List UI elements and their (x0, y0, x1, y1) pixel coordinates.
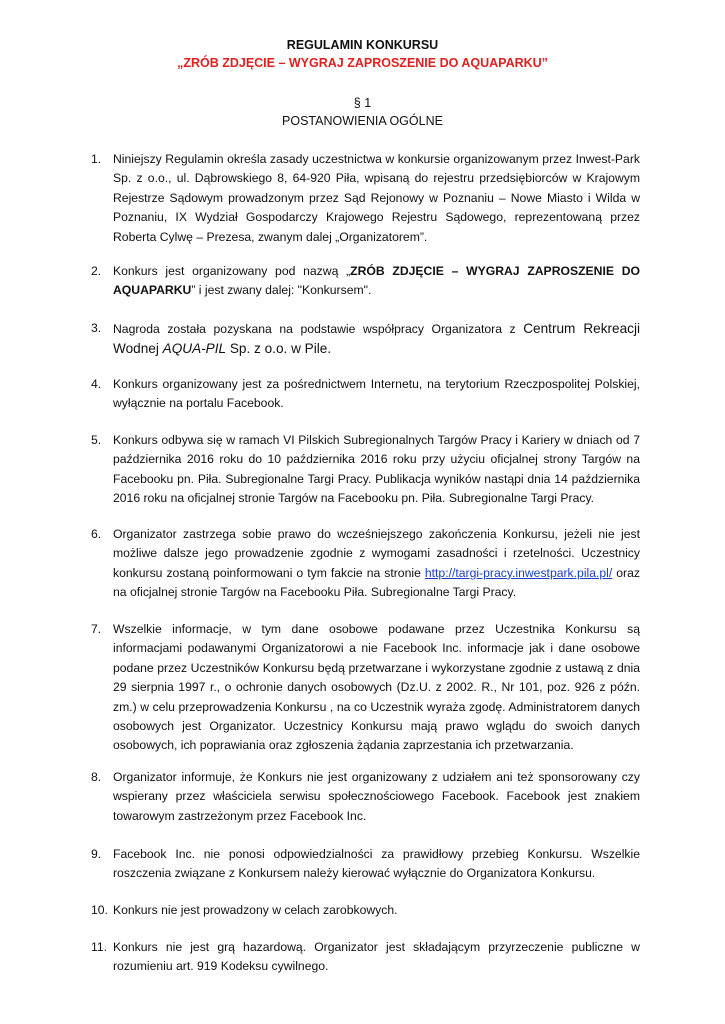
section-title: POSTANOWIENIA OGÓLNE (282, 114, 443, 128)
contest-name: „ZRÓB ZDJĘCIE – WYGRAJ ZAPROSZENIE DO AQUAPARKU” (177, 56, 548, 70)
item-text-part: oraz na oficjalnej stronie Targów na Facebooku Piła. Subregionalne Targi Pracy. (113, 565, 640, 600)
item-number: 11. (91, 940, 108, 954)
item-text (113, 525, 640, 603)
item-text-part: Nagroda została pozyskana na podstawie współpracy Organizatora z (113, 322, 524, 336)
paragraph-sign: § 1 (353, 96, 372, 110)
item-text-part: Sp. z o.o. w Pile. (226, 341, 332, 357)
item-text-part: ” i jest zwany dalej: "Konkursem". (191, 283, 372, 298)
list-item (91, 768, 640, 826)
targi-pracy-link[interactable]: http://targi-pracy.inwestpark.pila.pl/ (424, 565, 613, 580)
list-item (91, 431, 640, 509)
item-number: 2. (91, 264, 102, 278)
item-number: 1. (91, 152, 102, 166)
list-item (91, 901, 640, 920)
list-item (91, 150, 640, 247)
item-text: Konkurs nie jest prowadzony w celach zarobkowych. (113, 903, 398, 917)
item-number: 9. (91, 847, 102, 861)
item-number: 6. (91, 527, 102, 541)
list-item (91, 938, 640, 977)
item-text: Facebook Inc. nie ponosi odpowiedzialności za prawidłowy przebieg Konkursu. Wszelkie roszczenia związane z Konkursem należy kierować wyłącznie do Organizatora Konkursu. (113, 847, 640, 881)
item-text: Konkurs nie jest grą hazardową. Organizator jest składającym przyrzeczenie publiczne w rozumieniu art. 919 Kodeksu cywilnego. (113, 940, 640, 974)
item-text-part: Organizator zastrzega sobie prawo do wcześniejszego zakończenia Konkursu, jeżeli nie jest możliwe dalsze jego prowadzenie zgodnie z wymogami zasadności i rzetelności. Uczestnicy konkursu zostaną poinformowani o tym fakcie na stronie (113, 527, 640, 580)
list-item (91, 375, 640, 414)
company-name-italic: AQUA-PIL (162, 341, 227, 357)
item-text-part: Centrum Rekreacji Wodnej (113, 321, 640, 357)
item-number: 5. (91, 433, 102, 447)
item-text: Konkurs organizowany jest za pośrednictwem Internetu, na terytorium Rzeczpospolitej Polskiej, wyłącznie na portalu Facebook. (113, 377, 640, 411)
list-item (91, 319, 640, 360)
item-number: 7. (91, 622, 102, 636)
contest-name-bold: ZRÓB ZDJĘCIE – WYGRAJ ZAPROSZENIE DO AQUAPARKU (113, 264, 640, 298)
document-title: REGULAMIN KONKURSU (286, 38, 439, 52)
item-text-part: Konkurs jest organizowany pod nazwą „ (113, 264, 351, 278)
item-text: Organizator informuje, że Konkurs nie jest organizowany z udziałem ani też sponsorowany czy wspierany przez właściciela serwisu społecznościowego Facebook. Facebook jest znakiem towarowym zastrzeżonym przez Facebook Inc. (113, 770, 640, 823)
item-number: 4. (91, 377, 102, 391)
item-number: 8. (91, 770, 102, 784)
list-item (91, 620, 640, 756)
list-item (91, 845, 640, 884)
item-text (113, 262, 640, 301)
item-text (113, 319, 640, 360)
item-number: 3. (91, 321, 102, 335)
item-number: 10. (91, 903, 108, 917)
list-item (91, 525, 640, 603)
item-text: Wszelkie informacje, w tym dane osobowe podawane przez Uczestnika Konkursu są informacjami podawanymi Organizatorowi a nie Facebook Inc. informacje jak i dane osobowe podane przez Uczestników Konkursu będą przetwarzane i wykorzystane zgodnie z ustawą z dnia 29 sierpnia 1997 r., o ochronie danych osobowych (Dz.U. z 2002. R., Nr 101, poz. 926 z późn. zm.) w celu przeprowadzenia Konkursu , na co Uczestnik wyraża zgodę. Administratorem danych osobowych jest Organizator. Uczestnicy Konkursu mają prawo wglądu do swoich danych osobowych, ich poprawiania oraz zgłoszenia żądania zaprzestania ich przetwarzania. (113, 622, 640, 753)
item-text: Niniejszy Regulamin określa zasady uczestnictwa w konkursie organizowanym przez Inwest-Park Sp. z o.o., ul. Dąbrowskiego 8, 64-920 Piła, wpisaną do rejestru przedsiębiorców w Krajowym Rejestrze Sądowym prowadzonym przez Sąd Rejonowy w Poznaniu – Nowe Miasto i Wilda w Poznaniu, IX Wydział Gospodarczy Krajowego Rejestru Sądowego, reprezentowaną przez Roberta Cylwę – Prezesa, zwanym dalej „Organizatorem”. (113, 152, 640, 244)
list-item (91, 262, 640, 301)
item-text: Konkurs odbywa się w ramach VI Pilskich Subregionalnych Targów Pracy i Kariery w dniach od 7 października 2016 roku do 10 października 2016 roku przy użyciu oficjalnej strony Targów na Facebooku pn. Piła. Subregionalne Targi Pracy. Publikacja wyników nastąpi dnia 14 października 2016 roku na oficjalnej stronie Targów na Facebooku pn. Piła. Subregionalne Targi Pracy. (113, 433, 640, 506)
